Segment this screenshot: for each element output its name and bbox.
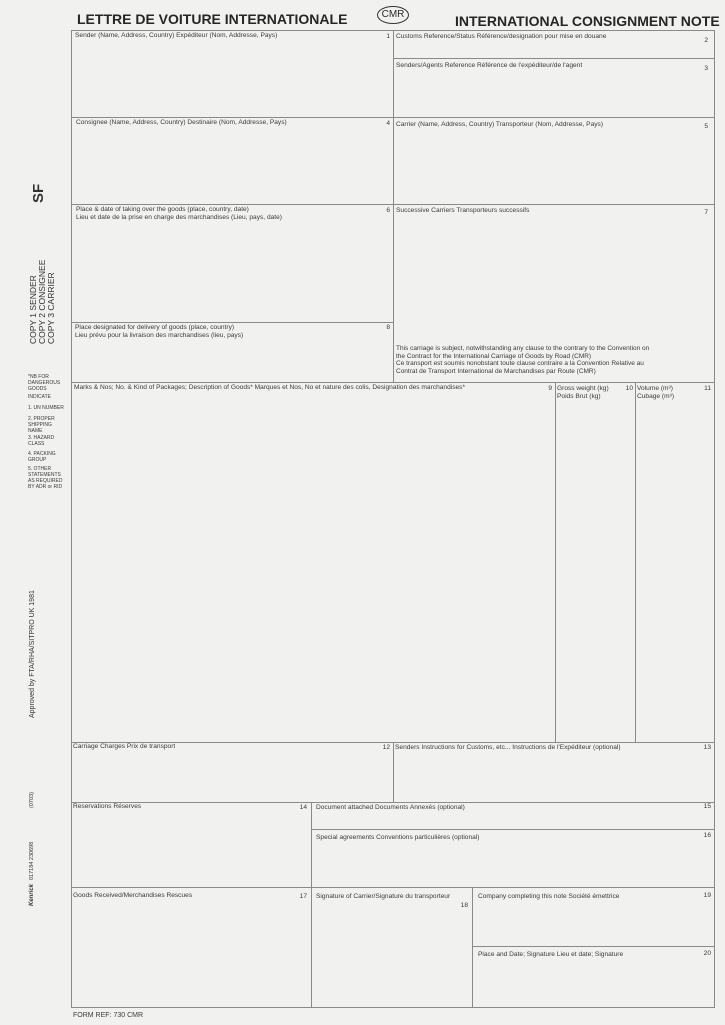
volume-label: [637, 385, 674, 401]
consignee-label: Consignee (Name, Address, Country) Destinaire (Nom, Addresse, Pays): [76, 119, 287, 126]
field-number-13: 13: [703, 744, 711, 751]
field-number-2: 2: [704, 37, 708, 44]
taking-over-label-fr: Lieu et date de la prise en charge des marchandises (Lieu, pays, date): [76, 214, 282, 221]
field-number-9: 9: [548, 385, 552, 392]
convention-line-4: Contrat de Transport International de Marchandises par Route (CMR): [396, 367, 596, 375]
goods-description-label: Marks & Nos; No. & Kind of Packages; Description of Goods* Marques et Nos, No et nature des colis, Designation des marchandises*: [74, 384, 466, 391]
delivery-place-label: [75, 324, 243, 340]
indicate-item-3: 3. HAZARD CLASS: [28, 435, 55, 447]
successive-carriers-label: Successive Carriers Transporteurs successifs: [396, 207, 530, 214]
carrier-label: Carrier (Name, Address, Country) Transporteur (Nom, Addresse, Pays): [396, 121, 604, 128]
field-number-6: 6: [386, 207, 390, 214]
divider-row-2: [71, 117, 715, 118]
volume-label-en: Volume (m³): [637, 385, 673, 392]
delivery-place-label-en: Place designated for delivery of goods (place, country): [75, 324, 235, 331]
field-number-10: 10: [625, 385, 633, 392]
copy-1-label: COPY 1 SENDER: [28, 275, 38, 344]
taking-over-label-en: Place & date of taking over the goods (place, country, date): [76, 206, 249, 213]
carrier-signature-label: Signature of Carrier/Signature du transporteur: [316, 893, 451, 900]
volume-label-fr: Cubage (m³): [637, 393, 675, 400]
field-number-12: 12: [382, 744, 390, 751]
divider-2-3: [393, 58, 715, 59]
convention-line-3: Ce transport est soumis nonobstant toute clause contraire a la Convention Relative au: [396, 360, 644, 368]
reservations-label: Reservations Réserves: [73, 803, 142, 810]
approval-text: Approved by FTA/RHA/SITPRO UK 1981: [29, 590, 36, 718]
form-reference: FORM REF: 730 CMR: [73, 1012, 144, 1019]
copy-list: [29, 260, 56, 344]
field-number-3: 3: [704, 65, 708, 72]
indicate-item-1: 1. UN NUMBER: [28, 405, 64, 411]
divider-18-19: [472, 887, 473, 1008]
title-english: INTERNATIONAL CONSIGNMENT NOTE: [455, 13, 720, 29]
field-number-1: 1: [386, 33, 390, 40]
publisher-logo: Kenrick: [29, 883, 35, 906]
agents-reference-label: Senders/Agents Reference Référence de l'expéditeur/de l'agent: [396, 62, 583, 69]
field-number-8: 8: [386, 324, 390, 331]
field-number-11: 11: [704, 385, 711, 392]
dangerous-goods-note: *NB FOR DANGEROUS GOODS: [28, 374, 61, 392]
customs-reference-label: Customs Reference/Status Référence/designation pour mise en douane: [396, 33, 607, 40]
title-french: LETTRE DE VOITURE INTERNATIONALE: [77, 11, 348, 27]
convention-line-1: This carriage is subject, notwithstanding any clause to the contrary to the Convention on: [396, 345, 650, 352]
divider-6-8: [71, 322, 393, 323]
divider-19-20: [472, 946, 715, 947]
field-number-14: 14: [299, 804, 307, 811]
indicate-label: INDICATE: [28, 394, 51, 400]
field-number-7: 7: [704, 209, 708, 216]
goods-received-label: Goods Received/Merchandises Rescues: [73, 892, 193, 899]
carriage-charges-label: Carriage Charges Prix de transport: [73, 743, 176, 750]
gross-weight-label: [557, 385, 609, 401]
field-number-15: 15: [703, 803, 711, 810]
divider-row-goods: [71, 382, 715, 383]
divider-14-15: [311, 802, 312, 1008]
sender-label: Sender (Name, Address, Country) Expéditeur (Nom, Addresse, Pays): [75, 32, 278, 39]
field-number-20: 20: [703, 950, 711, 957]
field-number-16: 16: [703, 832, 711, 839]
divider-row-signatures: [71, 887, 715, 888]
divider-goods-weight: [555, 382, 556, 742]
field-number-18: 18: [460, 902, 468, 909]
documents-attached-label: Document attached Documents Annexés (optional): [316, 804, 465, 811]
convention-notice: [396, 345, 649, 375]
divider-top-vertical: [393, 30, 394, 382]
convention-line-2: the Contract for the International Carriage of Goods by Road (CMR): [396, 352, 592, 360]
indicate-item-4: 4. PACKING GROUP: [28, 451, 56, 463]
field-number-4: 4: [386, 120, 390, 127]
divider-row-3: [71, 204, 715, 205]
indicate-item-2: 2. PROPER SHIPPING NAME: [28, 416, 55, 434]
special-agreements-label: Special agreements Conventions particulières (optional): [316, 834, 480, 841]
cmr-badge: CMR: [377, 6, 409, 24]
delivery-place-label-fr: Lieu prévu pour la livraison des marchandises (lieu, pays): [75, 332, 244, 339]
indicate-item-5: 5. OTHER STATEMENTS AS REQUIRED BY ADR or RID: [28, 466, 63, 490]
print-code: (0703): [29, 792, 35, 808]
gross-weight-label-en: Gross weight (kg): [557, 385, 609, 392]
copy-2-label: COPY 2 CONSIGNEE: [37, 259, 47, 344]
copy-code: SF: [30, 183, 47, 203]
field-number-19: 19: [703, 892, 711, 899]
copy-3-label: COPY 3 CARRIER: [46, 272, 56, 344]
field-number-5: 5: [704, 123, 708, 130]
place-date-signature-label: Place and Date; Signature Lieu et date; Signature: [478, 951, 624, 958]
divider-12-13: [393, 742, 394, 802]
divider-weight-volume: [635, 382, 636, 742]
sender-instructions-label: Senders Instructions for Customs, etc... Instructions de l'Expéditeur (optional): [395, 744, 621, 751]
divider-15-16: [311, 829, 715, 830]
divider-row-reservations: [71, 802, 715, 803]
company-completing-label: Company completing this note Société émettrice: [478, 893, 620, 900]
taking-over-label: [76, 206, 282, 222]
gross-weight-label-fr: Poids Brut (kg): [557, 393, 601, 400]
field-number-17: 17: [299, 893, 307, 900]
print-reference: 017184 230698: [29, 841, 35, 880]
